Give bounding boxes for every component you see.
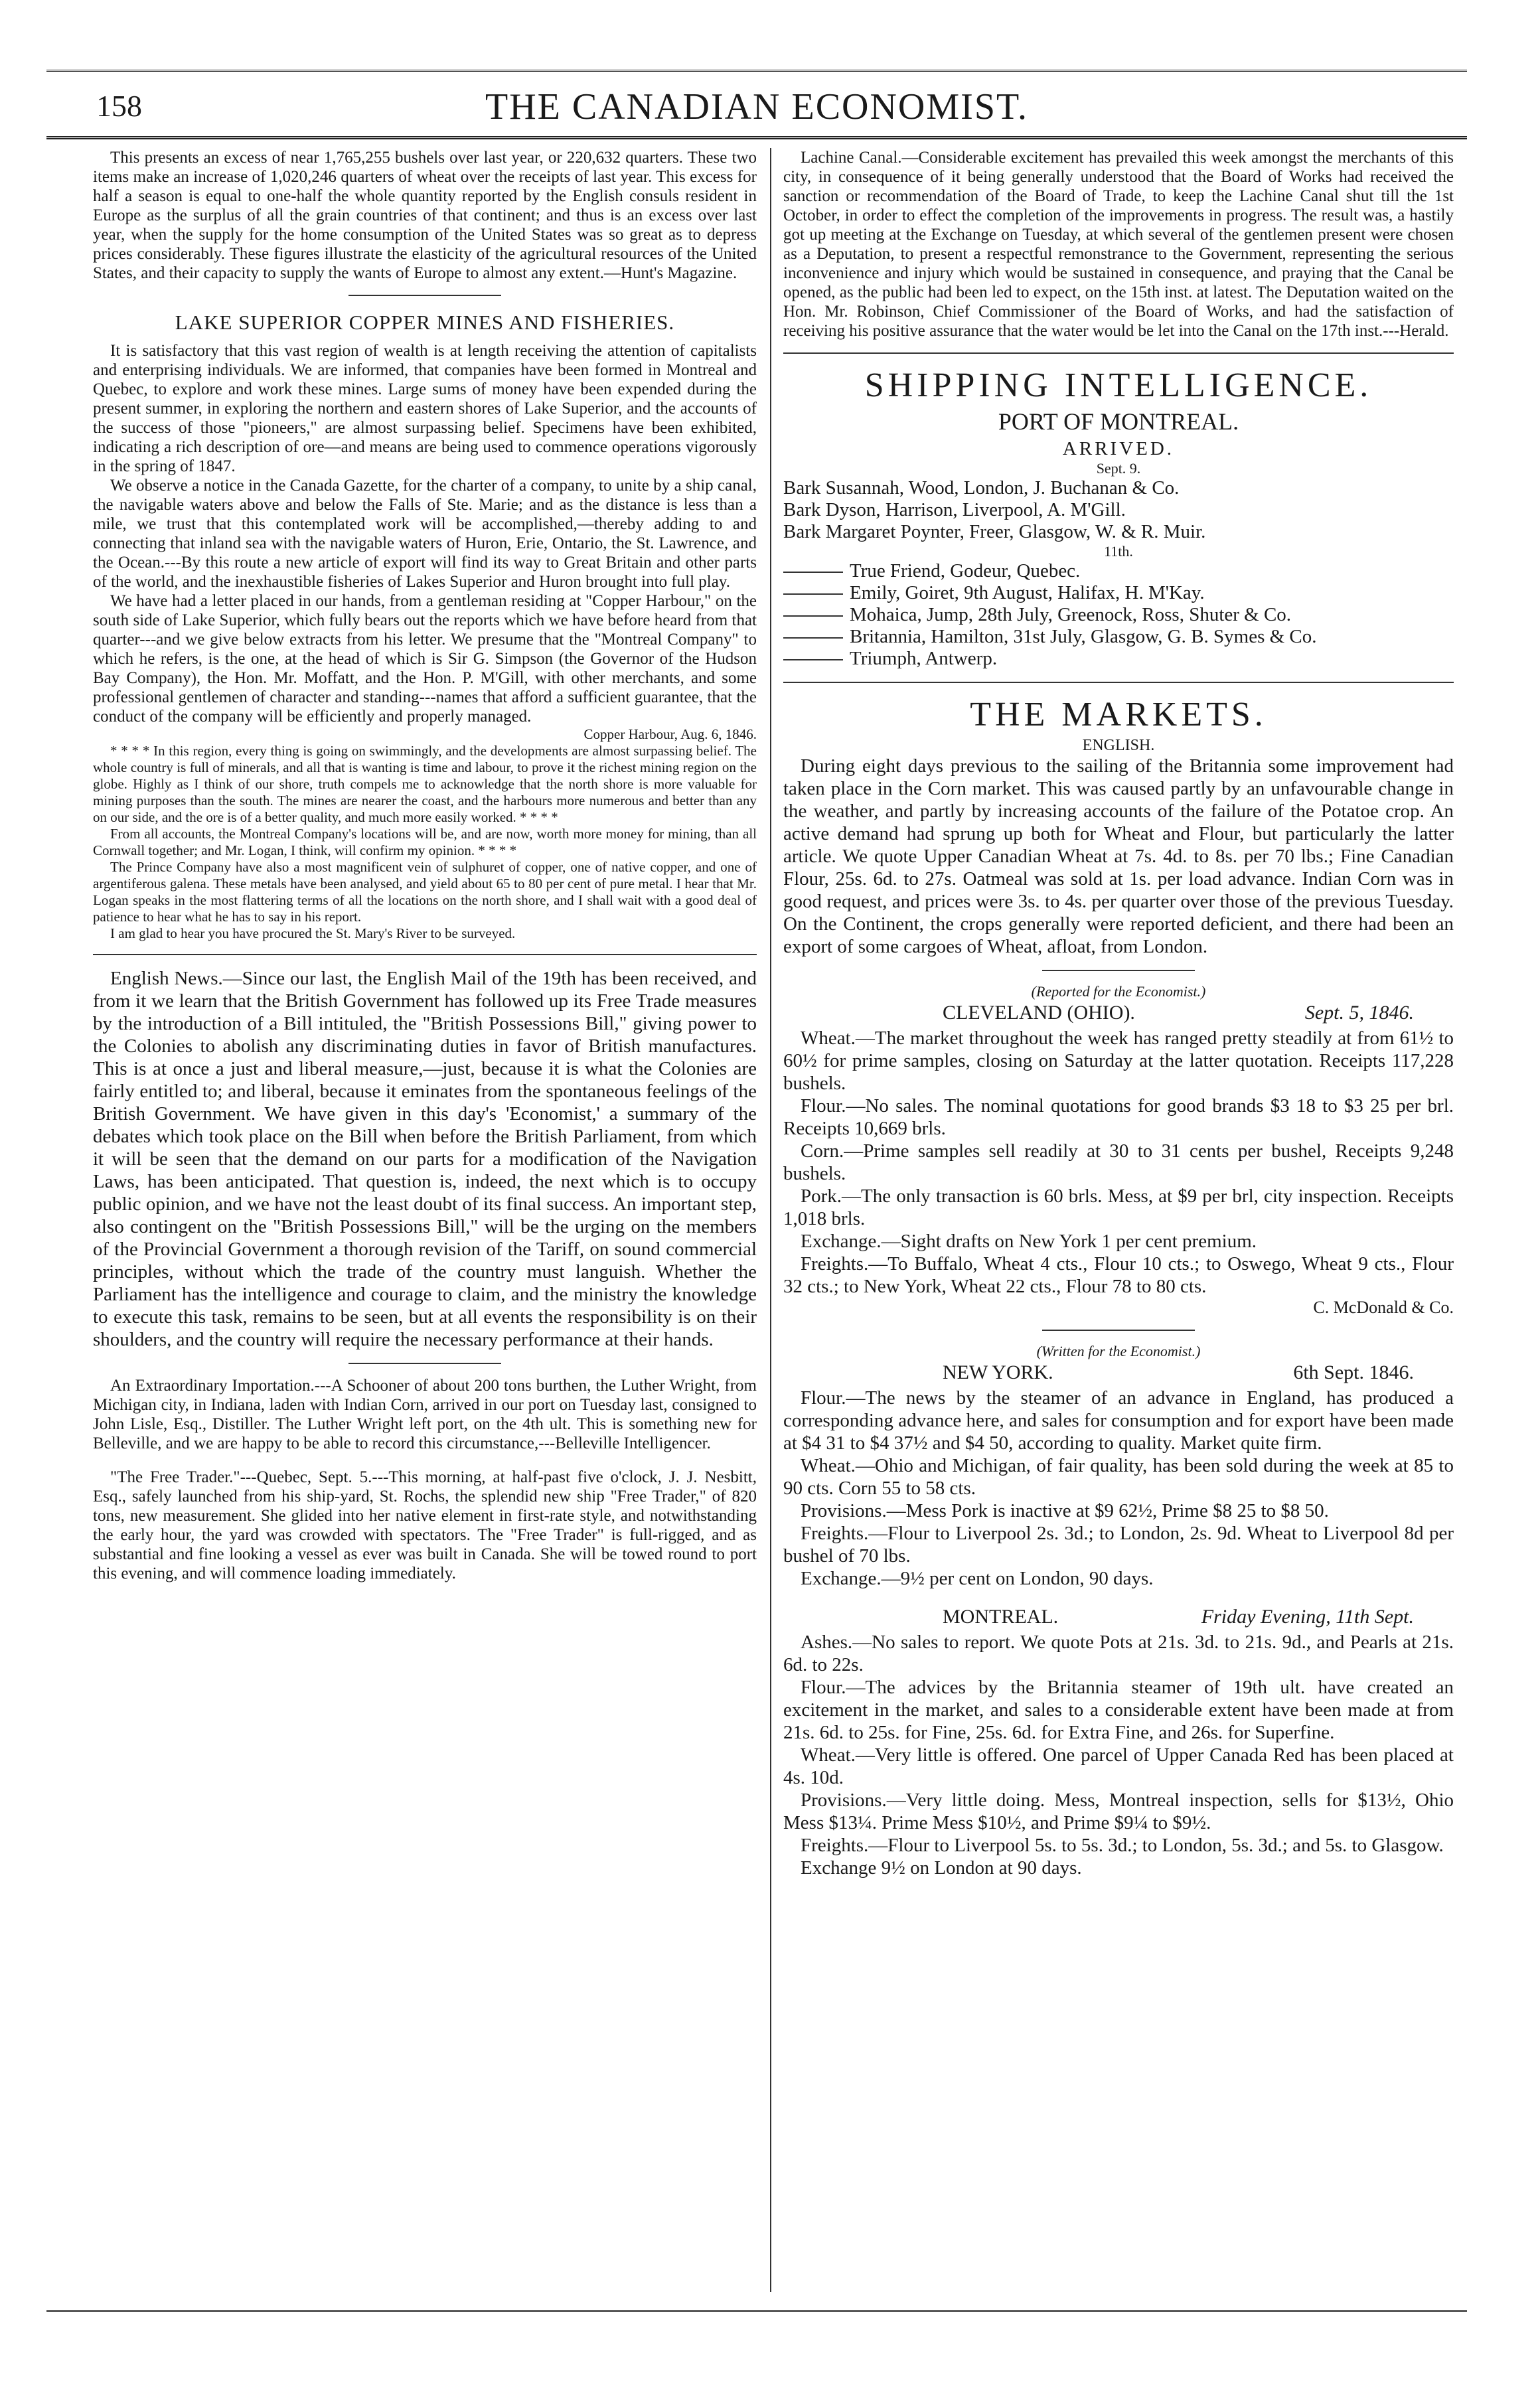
ship-entry: Bark Susannah, Wood, London, J. Buchanan & Co. [783,477,1180,499]
cleveland-flour: Flour.—No sales. The nominal quotations for good brands $3 18 to $3 25 per brl. Receipts 10,669 brls. [783,1095,1454,1139]
ship-entry-text: Mohaica, Jump, 28th July, Greenock, Ross, Shuter & Co. [850,604,1292,625]
footer-rule [46,2310,1467,2312]
reported-note: (Reported for the Economist.) [1031,983,1206,1000]
montreal-dateline [783,1606,1454,1628]
ditto-dash [783,659,843,660]
header-top-rule [46,70,1467,72]
letter-dateline: Copper Harbour, Aug. 6, 1846. [583,726,757,742]
ship-entry: Bark Margaret Poynter, Freer, Glasgow, W. & R. Muir. [783,521,1206,542]
newyork-provisions: Provisions.—Mess Pork is inactive at $9 62½, Prime $8 25 to $8 50. [801,1500,1329,1521]
cleveland-wheat: Wheat.—The market throughout the week has ranged pretty steadily at from 61½ to 60½ for prime samples, closing on Saturday at the latter quotation. Receipts 117,228 bushels. [783,1028,1454,1094]
cleveland-dateline [783,1002,1454,1024]
letter-extract-1: * * * * In this region, every thing is going on swimmingly, and the developments are almost surpassing belief. The whole country is full of minerals, and all that is wanting is time and labour, to prove it the richest mining region on the globe. Highly as I think of our shore, truth compels me to acknowledge that the north shore is more valuable for mining purposes than the south. The mines are nearer the coast, and the harbours more numerous and better than any on our side, and the ore is of a better quality, and much more easily worked. * * * * [93,743,757,825]
ship-entry-text: Britannia, Hamilton, 31st July, Glasgow, G. B. Symes & Co. [850,626,1317,647]
page-header [46,70,1467,136]
ship-entry-text: Emily, Goiret, 9th August, Halifax, H. M'Kay. [850,582,1205,603]
ship-entry-text: Triumph, Antwerp. [850,648,998,669]
newyork-exchange: Exchange.—9½ per cent on London, 90 days. [801,1568,1154,1589]
lachine-canal-paragraph: Lachine Canal.—Considerable excitement has prevailed this week amongst the merchants of this city, in consequence of it being generally understood that the Board of Works had received the sanction or recommendation of the Board of Trade, to keep the Lachine Canal shut till the 1st October, in order to effect the completion of the improvements in progress. The result was, a hastily got up meeting at the Exchange on Tuesday, at which several of the gentlemen present were chosen as a Deputation, to present a respectful remonstrance to the Government, representing the serious inconvenience and injury which would be sustained in consequence, and praying that the Canal be opened, as the public had been led to expect, on the 15th inst. at latest. The Deputation waited on the Hon. Mr. Robinson, Chief Commissioner of the Board of Works, and had the satisfaction of receiving his positive assurance that the water would be let into the Canal on the 17th inst.---Herald. [783,149,1454,340]
date-11th: 11th. [1104,543,1133,560]
newyork-wheat: Wheat.—Ohio and Michigan, of fair quality, has been sold during the week at 85 to 90 cts. Corn 55 to 58 cts. [783,1455,1454,1499]
markets-heading: THE MARKETS. [970,696,1267,733]
written-note: (Written for the Economist.) [1036,1343,1201,1359]
cleveland-pork: Pork.—The only transaction is 60 brls. Mess, at $9 per brl, city inspection. Receipts 1,018 brls. [783,1186,1454,1229]
right-column [783,148,1454,1879]
shipping-heading: SHIPPING INTELLIGENCE. [864,366,1373,404]
english-subheading: ENGLISH. [1082,737,1155,754]
free-trader-paragraph: "The Free Trader."---Quebec, Sept. 5.---This morning, at half-past five o'clock, J. J. Nesbitt, Esq., safely launched from his ship-yard, St. Rochs, the splendid new ship "Free Trader," of 820 tons, new measurement. She glided into her native element in first-rate style, and notwithstanding the early hour, the yard was crowded with spectators. The "Free Trader" is full-rigged, and as substantial and fine looking a vessel as ever was built in Canada. She will be towed round to port this evening, and will commence loading immediately. [93,1468,757,1582]
ship-entry [783,560,1454,582]
cleveland-corn: Corn.—Prime samples sell readily at 30 to 31 cents per bushel, Receipts 9,248 bushels. [783,1140,1454,1184]
montreal-heading: MONTREAL. [943,1606,1059,1628]
lake-paragraph-2: We observe a notice in the Canada Gazette, for the charter of a company, to unite by a ship canal, the navigable waters above and below the Falls of Ste. Marie; and as the distance is less than a mile, we trust that this contemplated work will be accomplished,—thereby adding to and connecting that inland sea with the navigable waters of Huron, Erie, Ontario, the St. Lawrence, and the Ocean.---By this route a new article of export will find its way to Great Britain and other parts of the world, and the inexhaustible fisheries of Lakes Superior and Huron brought into full play. [93,477,757,591]
montreal-flour: Flour.—The advices by the Britannia steamer of 19th ult. have created an excitement in the market, and sales to a considerable extent have been made at from 21s. 6d. to 25s. for Fine, 25s. 6d. for Extra Fine, and 26s. for Superfine. [783,1677,1454,1743]
cleveland-exchange: Exchange.—Sight drafts on New York 1 per cent premium. [801,1231,1257,1252]
section-divider [348,1363,501,1364]
montreal-wheat: Wheat.—Very little is offered. One parcel of Upper Canada Red has been placed at 4s. 10d. [783,1744,1454,1788]
header-rule [46,136,1467,139]
ditto-dash [783,572,843,573]
montreal-provisions: Provisions.—Very little doing. Mess, Montreal inspection, sells for $13½, Ohio Mess $13¼. Prime Mess $10½, and Prime $9¼ to $9½. [783,1790,1454,1833]
section-divider [783,682,1454,683]
letter-extract-3: The Prince Company have also a most magnificent vein of sulphuret of copper, one of native copper, and one of argentiferous galena. These metals have been analysed, and yield about 65 to 80 per cent of pure metal. I hear that Mr. Logan speaks in the most flattering terms of all the locations on the north shore, and I shall wait with a good deal of patience to hear what he has to say in his report. [93,859,757,925]
ship-entry [783,626,1454,648]
ship-entry [783,604,1454,626]
newyork-flour: Flour.—The news by the steamer of an advance in England, has produced a corresponding advance here, and sales for consumption and for export have been made at $4 31 to $4 37½ and $4 50, according to quality. Market quite firm. [783,1387,1454,1454]
montreal-exchange: Exchange 9½ on London at 90 days. [801,1857,1082,1879]
montreal-ashes: Ashes.—No sales to report. We quote Pots at 21s. 3d. to 21s. 9d., and Pearls at 21s. 6d. to 22s. [783,1632,1454,1675]
cleveland-date: Sept. 5, 1846. [1304,1002,1414,1024]
letter-extract-2: From all accounts, the Montreal Company's locations will be, and are now, worth more money for mining, than all Cornwall together; and Mr. Logan, I think, will confirm my opinion. * * * * [93,826,757,858]
newyork-date: 6th Sept. 1846. [1293,1361,1414,1383]
english-market-paragraph: During eight days previous to the sailing of the Britannia some improvement had taken place in the Corn market. This was caused partly by an unfavourable change in the weather, and partly by increasing accounts of the failure of the Potatoe crop. An active demand had sprung up both for Wheat and Flour, but particularly the latter article. We quote Upper Canadian Wheat at 7s. 4d. to 8s. per 70 lbs.; Fine Canadian Flour, 25s. 6d. to 27s. Oatmeal was sold at 1s. per load advance. Indian Corn was in good request, and prices were 3s. to 4s. per quarter over those of the previous Tuesday. On the Continent, the crops generally were reported deficient, and there had been an export of some cargoes of Wheat, afloat, from London. [783,755,1454,957]
montreal-date: Friday Evening, 11th Sept. [1201,1606,1414,1628]
ditto-dash [783,637,843,639]
ditto-dash [783,593,843,595]
date-sept-9: Sept. 9. [1096,460,1141,477]
newyork-dateline [783,1361,1454,1384]
intro-paragraph: This presents an excess of near 1,765,255 bushels over last year, or 220,632 quarters. These two items make an increase of 1,020,246 quarters of wheat over the receipts of last year. This excess for half a season is equal to one-half the whole quantity reported by the English consuls resident in Europe as the surplus of all the grain countries of that continent; and thus is an excess over last year, when the supply for the home consumption of the United States was so great as to depress prices considerably. These figures illustrate the elasticity of the agricultural resources of the United States, and their capacity to supply the wants of Europe to almost any extent.—Hunt's Magazine. [93,149,757,282]
importation-paragraph: An Extraordinary Importation.---A Schooner of about 200 tons burthen, the Luther Wright, from Michigan city, in Indiana, laden with Indian Corn, arrived in our port on Tuesday last, consigned to John Lisle, Esq., Distiller. The Luther Wright left port, on the 4th ult. This is something new for Belleville, and we are happy to be able to record this circumstance,---Belleville Intelligencer. [93,1377,757,1452]
arrived-heading: ARRIVED. [1062,438,1175,459]
publication-title: THE CANADIAN ECONOMIST. [485,86,1029,127]
section-divider [93,954,757,955]
ship-entry [783,648,1454,670]
newspaper-page [46,70,1467,2327]
ship-entry [783,582,1454,604]
lake-paragraph-1: It is satisfactory that this vast region of wealth is at length receiving the attention of capitalists and enterprising individuals. We are informed, that companies have been formed in Montreal and Quebec, to explore and work these mines. Large sums of money have been expended during the present summer, in exploring the northern and eastern shores of Lake Superior, and the accounts of the success of those "pioneers," are almost surpassing belief. Specimens have been exhibited, indicating a rich description of ore—and means are being used to commence operations vigorously in the spring of 1847. [93,342,757,475]
column-divider [770,148,771,2292]
english-news-paragraph: English News.—Since our last, the English Mail of the 19th has been received, and from it we learn that the British Government has followed up its Free Trade measures by the introduction of a Bill intituled, the "British Possessions Bill," giving power to the Colonies to abolish any discriminating duties in favor of British manufactures. This is at once a just and liberal measure,—just, because it is what the Colonies are fairly entitled to; and liberal, because it eminates from the spontaneous feelings of the British Government. We have given in this day's 'Economist,' a summary of the debates which took place on the Bill when before the British Parliament, from which it will be seen that the demand on our parts for a modification of the Navigation Laws, has been anticipated. That question is, indeed, the next which is to occupy public opinion, and we have not the least doubt of its final success. An important step, also contingent on the "British Possessions Bill," will be the urging on the members of the Provincial Government a thorough revision of the Tariff, on sound commercial principles, without which the trade of the country must languish. Whether the Parliament has the intelligence and courage to claim, and the ministry the knowledge to execute this task, remains to be seen, but at all events the responsibility is on their shoulders, and the country will require the necessary performance at their hands. [93,968,757,1350]
cleveland-freights: Freights.—To Buffalo, Wheat 4 cts., Flour 10 cts.; to Oswego, Wheat 9 cts., Flour 32 cts.; to New York, Wheat 22 cts., Flour 78 to 80 cts. [783,1253,1454,1297]
ship-entry-text: True Friend, Godeur, Quebec. [850,560,1081,581]
cleveland-heading: CLEVELAND (OHIO). [943,1002,1135,1024]
section-divider [348,295,501,296]
port-heading: PORT OF MONTREAL. [998,408,1239,435]
ship-entry: Bark Dyson, Harrison, Liverpool, A. M'Gill. [783,499,1126,520]
lake-paragraph-3: We have had a letter placed in our hands, from a gentleman residing at "Copper Harbour," on the south side of Lake Superior, which fully bears out the reports which we have before heard from that quarter---and we give below extracts from his letter. We presume that the "Montreal Company" to which he refers, is the one, at the head of which is Sir G. Simpson (the Governor of the Hudson Bay Company), the Hon. Mr. Moffatt, and the Hon. P. M'Gill, with other merchants, and some professional gentlemen of character and standing---names that afford a sufficient guarantee, that the conduct of the company will be efficiently and properly managed. [93,592,757,726]
section-divider [783,352,1454,354]
lake-superior-heading: LAKE SUPERIOR COPPER MINES AND FISHERIES. [175,311,675,334]
left-column [93,148,757,1583]
page-number: 158 [96,89,142,123]
newyork-heading: NEW YORK. [943,1361,1053,1383]
section-divider [1042,1330,1195,1331]
ditto-dash [783,615,843,617]
montreal-freights: Freights.—Flour to Liverpool 5s. to 5s. 3d.; to London, 5s. 3d.; and 5s. to Glasgow. [801,1835,1444,1856]
section-divider [1042,970,1195,971]
cleveland-signature: C. McDonald & Co. [1313,1298,1454,1317]
letter-extract-4: I am glad to hear you have procured the St. Mary's River to be surveyed. [110,925,516,941]
newyork-freights: Freights.—Flour to Liverpool 2s. 3d.; to London, 2s. 9d. Wheat to Liverpool 8d per bushel of 70 lbs. [783,1523,1454,1567]
